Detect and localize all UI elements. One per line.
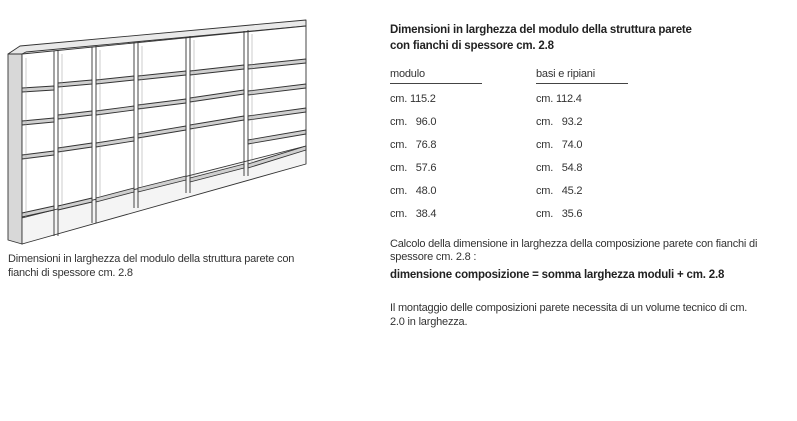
table-row [390,162,650,176]
title-line-1: Dimensioni in larghezza del modulo della struttura parete [390,24,692,36]
cell-basi: cm. 74.0 [536,139,583,151]
title-line-2: con fianchi di spessore cm. 2.8 [390,40,554,52]
cell-modulo: cm. 76.8 [390,139,437,151]
calculation-text: Calcolo della dimensione in larghezza della composizione parete con fianchi di spessore cm. 2.8 : [390,238,758,263]
cell-modulo: cm. 57.6 [390,162,437,174]
header-underline-modulo [390,83,482,84]
cell-basi: cm. 35.6 [536,208,583,220]
cell-modulo: cm. 96.0 [390,116,437,128]
table-row [390,93,650,107]
table-row [390,185,650,199]
section-title [390,22,790,54]
illustration-caption: Dimensioni in larghezza del modulo della struttura parete con fianchi di spessore cm. 2.8 [8,253,295,279]
composition-formula: dimensione composizione = somma larghezza moduli + cm. 2.8 [390,269,725,281]
cell-basi: cm. 93.2 [536,116,583,128]
cell-basi: cm. 112.4 [536,93,582,105]
table-row [390,139,650,153]
cell-basi: cm. 54.8 [536,162,583,174]
header-underline-basi [536,83,628,84]
cell-modulo: cm. 48.0 [390,185,437,197]
cell-modulo: cm. 38.4 [390,208,437,220]
assembly-note: Il montaggio delle composizioni parete necessita di un volume tecnico di cm. 2.0 in larghezza. [390,302,748,328]
header-modulo: modulo [390,68,425,80]
cell-basi: cm. 45.2 [536,185,583,197]
header-basi-ripiani: basi e ripiani [536,68,595,80]
table-row [390,208,650,222]
cell-modulo: cm. 115.2 [390,93,436,105]
bookcase-illustration [4,18,314,248]
table-row [390,116,650,130]
